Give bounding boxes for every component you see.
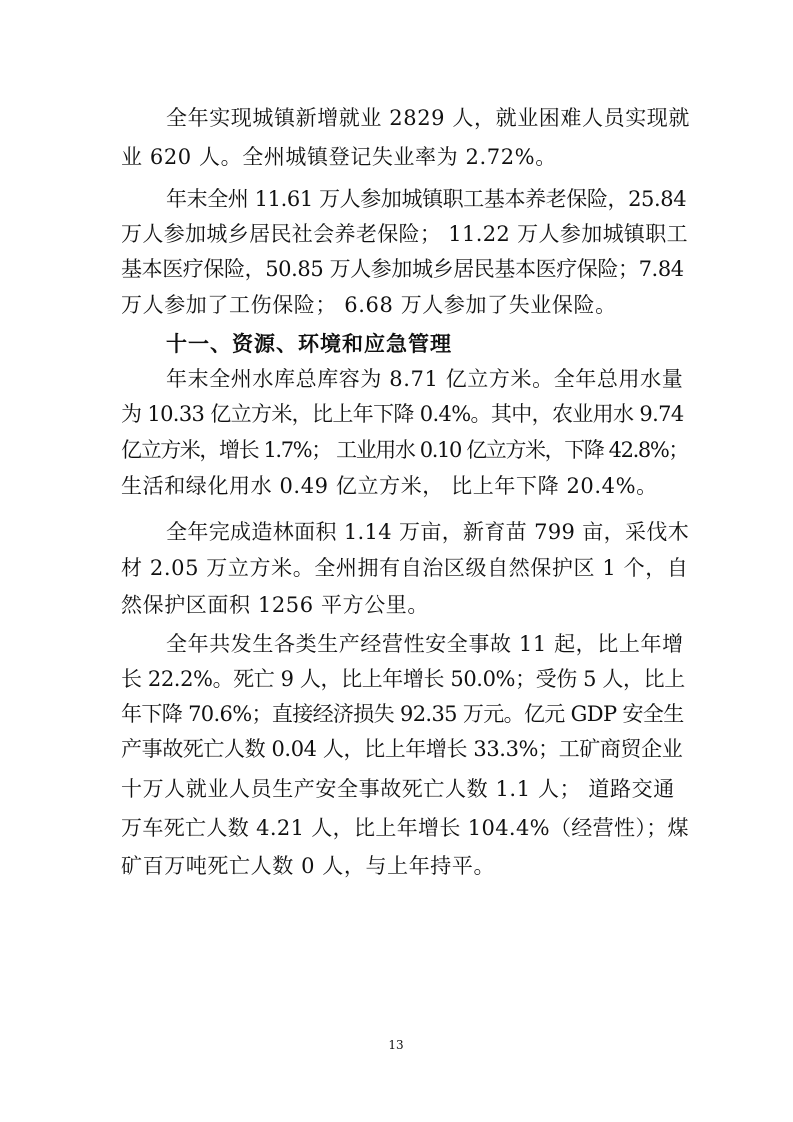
text-line: 然保护区面积 1256 平方公里。	[121, 593, 429, 617]
text-line: 业 620 人。全州城镇登记失业率为 2.72%。	[121, 145, 557, 169]
text-line: 为 10.33 亿立方米，比上年下降 0.4%。其中，农业用水 9.74	[121, 402, 684, 426]
page-number: 13	[388, 1038, 404, 1052]
text-line: 基本医疗保险，50.85 万人参加城乡居民基本医疗保险；7.84	[121, 257, 684, 281]
text-line: 万人参加了工伤保险； 6.68 万人参加了失业保险。	[121, 293, 617, 317]
text-line: 万车死亡人数 4.21 人，比上年增长 104.4%（经营性）；煤	[121, 816, 689, 840]
text-line: 长 22.2%。死亡 9 人，比上年增长 50.0%；受伤 5 人，比上	[121, 667, 685, 691]
text-line: 亿立方米，增长 1.7%； 工业用水 0.10 亿立方米，下降 42.8%；	[121, 438, 688, 462]
text-line: 万人参加城乡居民社会养老保险； 11.22 万人参加城镇职工	[121, 222, 688, 246]
text-line: 生活和绿化用水 0.49 亿立方米， 比上年下降 20.4%。	[121, 474, 658, 498]
text-line: 矿百万吨死亡人数 0 人，与上年持平。	[121, 854, 496, 878]
text-line: 产事故死亡人数 0.04 人，比上年增长 33.3%；工矿商贸企业	[121, 737, 683, 761]
text-line: 全年实现城镇新增就业 2829 人，就业困难人员实现就	[166, 106, 690, 130]
section-heading: 十一、资源、环境和应急管理	[166, 332, 452, 356]
text-line: 年末全州水库总库容为 8.71 亿立方米。全年总用水量	[166, 367, 684, 391]
text-line: 年下降 70.6%；直接经济损失 92.35 万元。亿元 GDP 安全生	[121, 702, 684, 726]
text-line: 材 2.05 万立方米。全州拥有自治区级自然保护区 1 个，自	[121, 556, 689, 580]
text-line: 全年共发生各类生产经营性安全事故 11 起，比上年增	[166, 632, 684, 656]
text-line: 十万人就业人员生产安全事故死亡人数 1.1 人； 道路交通	[121, 777, 675, 801]
text-line: 年末全州 11.61 万人参加城镇职工基本养老保险，25.84	[166, 187, 687, 211]
text-line: 全年完成造林面积 1.14 万亩，新育苗 799 亩，采伐木	[166, 520, 690, 544]
